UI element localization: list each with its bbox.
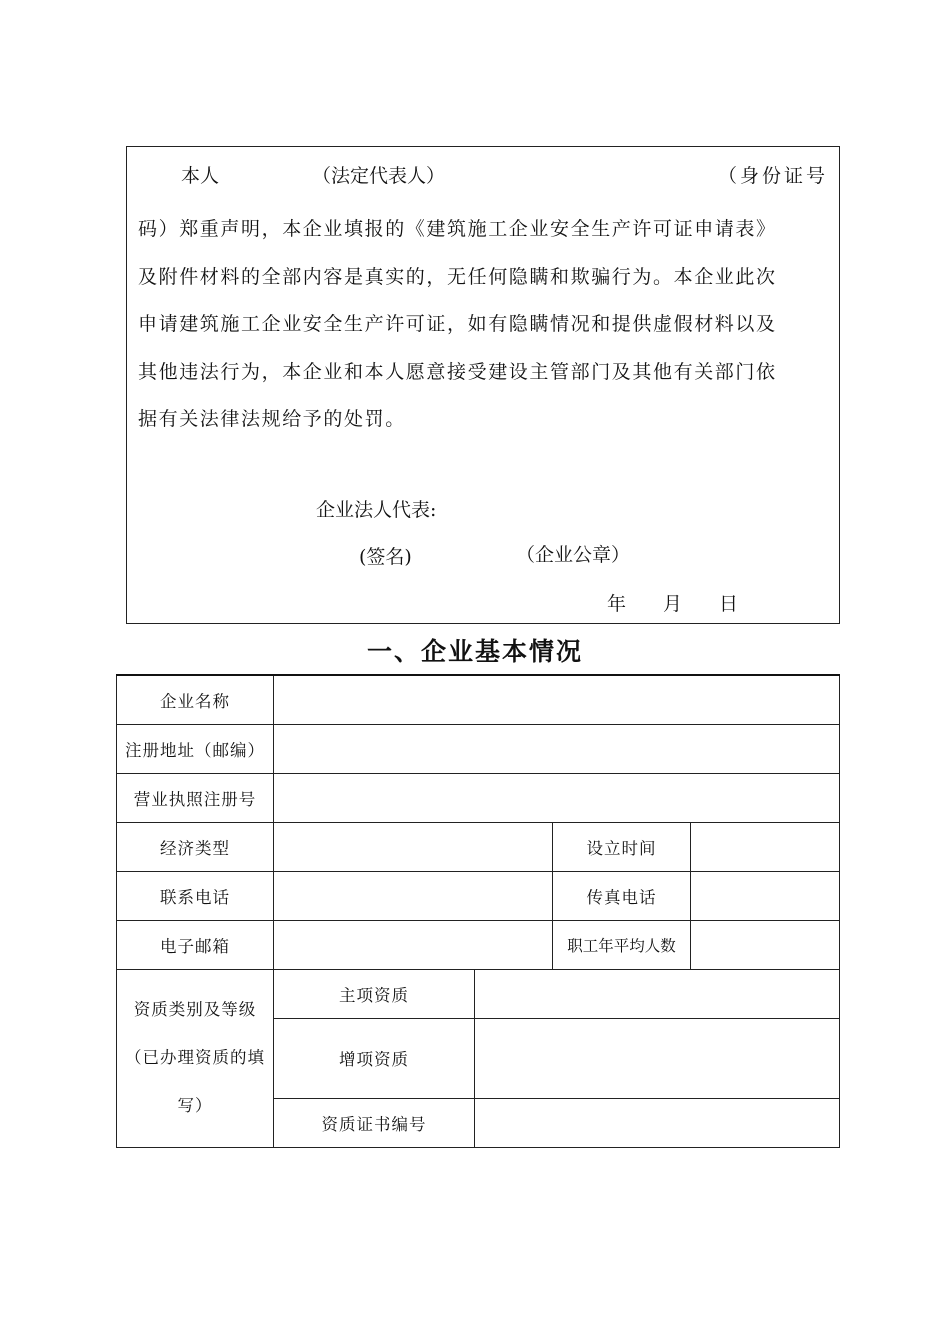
address-field[interactable] <box>274 724 840 773</box>
qualification-label <box>117 969 274 1147</box>
declaration-line: 其他违法行为，本企业和本人愿意接受建设主管部门及其他有关部门依 <box>138 360 777 383</box>
legal-rep-text: （法定代表人） <box>312 165 446 187</box>
established-field[interactable] <box>691 822 840 871</box>
company-name-label: 企业名称 <box>117 675 274 724</box>
phone-label: 联系电话 <box>117 871 274 920</box>
declaration-body <box>138 206 831 444</box>
declaration-first-line <box>127 161 839 191</box>
sign-label: (签名) <box>359 546 412 568</box>
declaration-line: 及附件材料的全部内容是真实的，无任何隐瞒和欺骗行为。本企业此次 <box>138 265 777 288</box>
company-info-table <box>116 674 840 1148</box>
declaration-box <box>126 146 840 624</box>
certificate-no-field[interactable] <box>475 1098 840 1147</box>
extra-qualification-label: 增项资质 <box>274 1018 475 1098</box>
company-name-field[interactable] <box>274 675 840 724</box>
license-no-field[interactable] <box>274 773 840 822</box>
declaration-line: 申请建筑施工企业安全生产许可证，如有隐瞒情况和提供虚假材料以及 <box>138 313 777 335</box>
address-label: 注册地址（邮编） <box>117 724 274 773</box>
qualification-label-line: 写） <box>177 1096 213 1115</box>
qualification-label-line: 资质类别及等级 <box>133 1000 257 1019</box>
license-no-label: 营业执照注册号 <box>117 773 274 822</box>
email-label: 电子邮箱 <box>117 920 274 969</box>
day-label: 日 <box>719 593 739 615</box>
id-number-text: （身份证号 <box>718 165 829 187</box>
established-label: 设立时间 <box>553 822 691 871</box>
month-label: 月 <box>663 593 683 615</box>
legal-rep-signature-label: 企业法人代表: <box>316 499 437 521</box>
economic-type-field[interactable] <box>274 822 553 871</box>
company-seal-label: （企业公章） <box>516 544 631 566</box>
benren-text: 本人 <box>181 165 220 187</box>
qualification-label-line: （已办理资质的填 <box>125 1048 265 1067</box>
economic-type-label: 经济类型 <box>117 822 274 871</box>
declaration-line: 据有关法律法规给予的处罚。 <box>138 408 406 430</box>
section-title: 一、企业基本情况 <box>366 637 583 666</box>
main-qualification-field[interactable] <box>475 969 840 1018</box>
main-qualification-label: 主项资质 <box>274 969 475 1018</box>
declaration-line: 码）郑重声明，本企业填报的《建筑施工企业安全生产许可证申请表》 <box>138 218 777 240</box>
phone-field[interactable] <box>274 871 553 920</box>
fax-label: 传真电话 <box>553 871 691 920</box>
email-field[interactable] <box>274 920 553 969</box>
extra-qualification-field[interactable] <box>475 1018 840 1098</box>
avg-staff-label: 职工年平均人数 <box>553 920 691 969</box>
year-label: 年 <box>607 593 627 615</box>
avg-staff-field[interactable] <box>691 920 840 969</box>
fax-field[interactable] <box>691 871 840 920</box>
certificate-no-label: 资质证书编号 <box>274 1098 475 1147</box>
